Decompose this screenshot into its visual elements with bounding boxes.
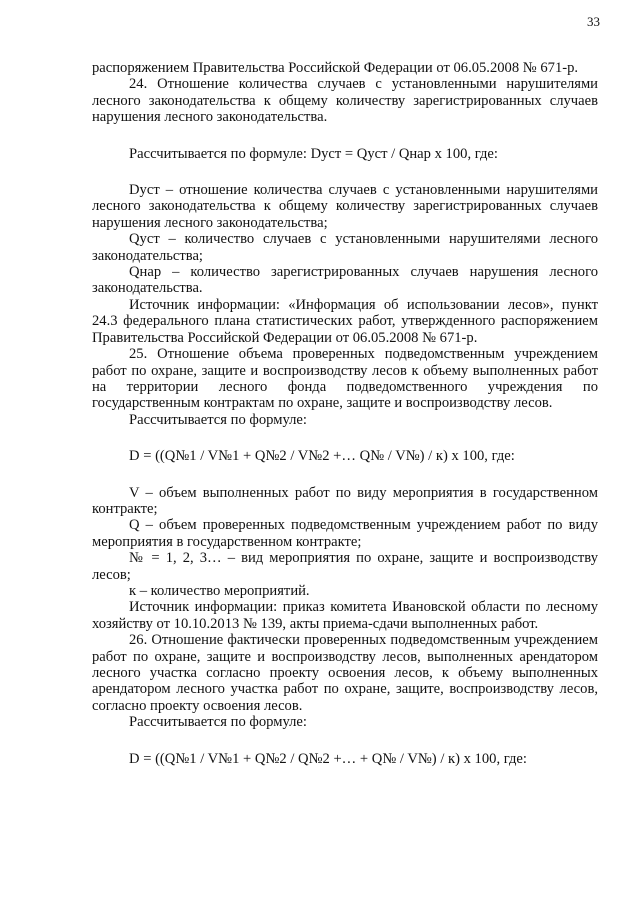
paragraph: 25. Отношение объема проверенных подведомственным учреждением работ по охране, защите и воспроизводству лесов к объему выполненных работ на территории лесного фонда подведомственного учреждения по государственным контрактам по охране, защите и воспроизводству лесов.	[92, 346, 598, 412]
paragraph: 24. Отношение количества случаев с установленными нарушителями лесного законодательства к общему количеству зарегистрированных случаев нарушения лесного законодательства.	[92, 76, 598, 126]
definition: Dуст – отношение количества случаев с установленными нарушителями лесного законодательства к общему количеству зарегистрированных случаев нарушения лесного законодательства;	[92, 182, 598, 231]
formula: D = ((Q№1 / V№1 + Q№2 / V№2 +… Q№ / V№) / к) х 100, где:	[129, 448, 515, 465]
definition: № = 1, 2, 3… – вид мероприятия по охране, защите и воспроизводству лесов;	[92, 550, 598, 583]
formula-intro: Рассчитывается по формуле: Dуст = Qуст / Qнар х 100, где:	[129, 145, 498, 162]
definition: к – количество мероприятий.	[129, 582, 310, 599]
source-note: Источник информации: «Информация об использовании лесов», пункт 24.3 федерального плана статистических работ, утвержденного распоряжением Правительства Российской Федерации от 06.05.2008 № 671-р.	[92, 296, 598, 346]
definition: Q – объем проверенных подведомственным учреждением работ по виду мероприятия в государственном контракте;	[92, 517, 598, 550]
formula: D = ((Q№1 / V№1 + Q№2 / Q№2 +… + Q№ / V№) / к) х 100, где:	[129, 750, 527, 767]
definition: Qуст – количество случаев с установленными нарушителями лесного законодательства;	[92, 231, 598, 264]
source-note: Источник информации: приказ комитета Ивановской области по лесному хозяйству от 10.10.2013 № 139, акты приема-сдачи выполненных работ.	[92, 599, 598, 632]
definition: V – объем выполненных работ по виду мероприятия в государственном контракте;	[92, 484, 598, 517]
paragraph: 26. Отношение фактически проверенных подведомственным учреждением работ по охране, защите и воспроизводству лесов, выполненных арендатором лесного участка согласно проекту освоения лесов, к объему выполненных арендатором лесного участка работ по охране, защите, воспроизводству лесов, согласно проекту освоения лесов.	[92, 632, 598, 714]
document-body	[92, 60, 598, 767]
page-number: 33	[587, 14, 600, 29]
formula-intro: Рассчитывается по формуле:	[129, 714, 307, 731]
definition: Qнар – количество зарегистрированных случаев нарушения лесного законодательства.	[92, 264, 598, 297]
paragraph: распоряжением Правительства Российской Федерации от 06.05.2008 № 671-р.	[92, 60, 579, 76]
formula-intro: Рассчитывается по формуле:	[129, 411, 307, 428]
